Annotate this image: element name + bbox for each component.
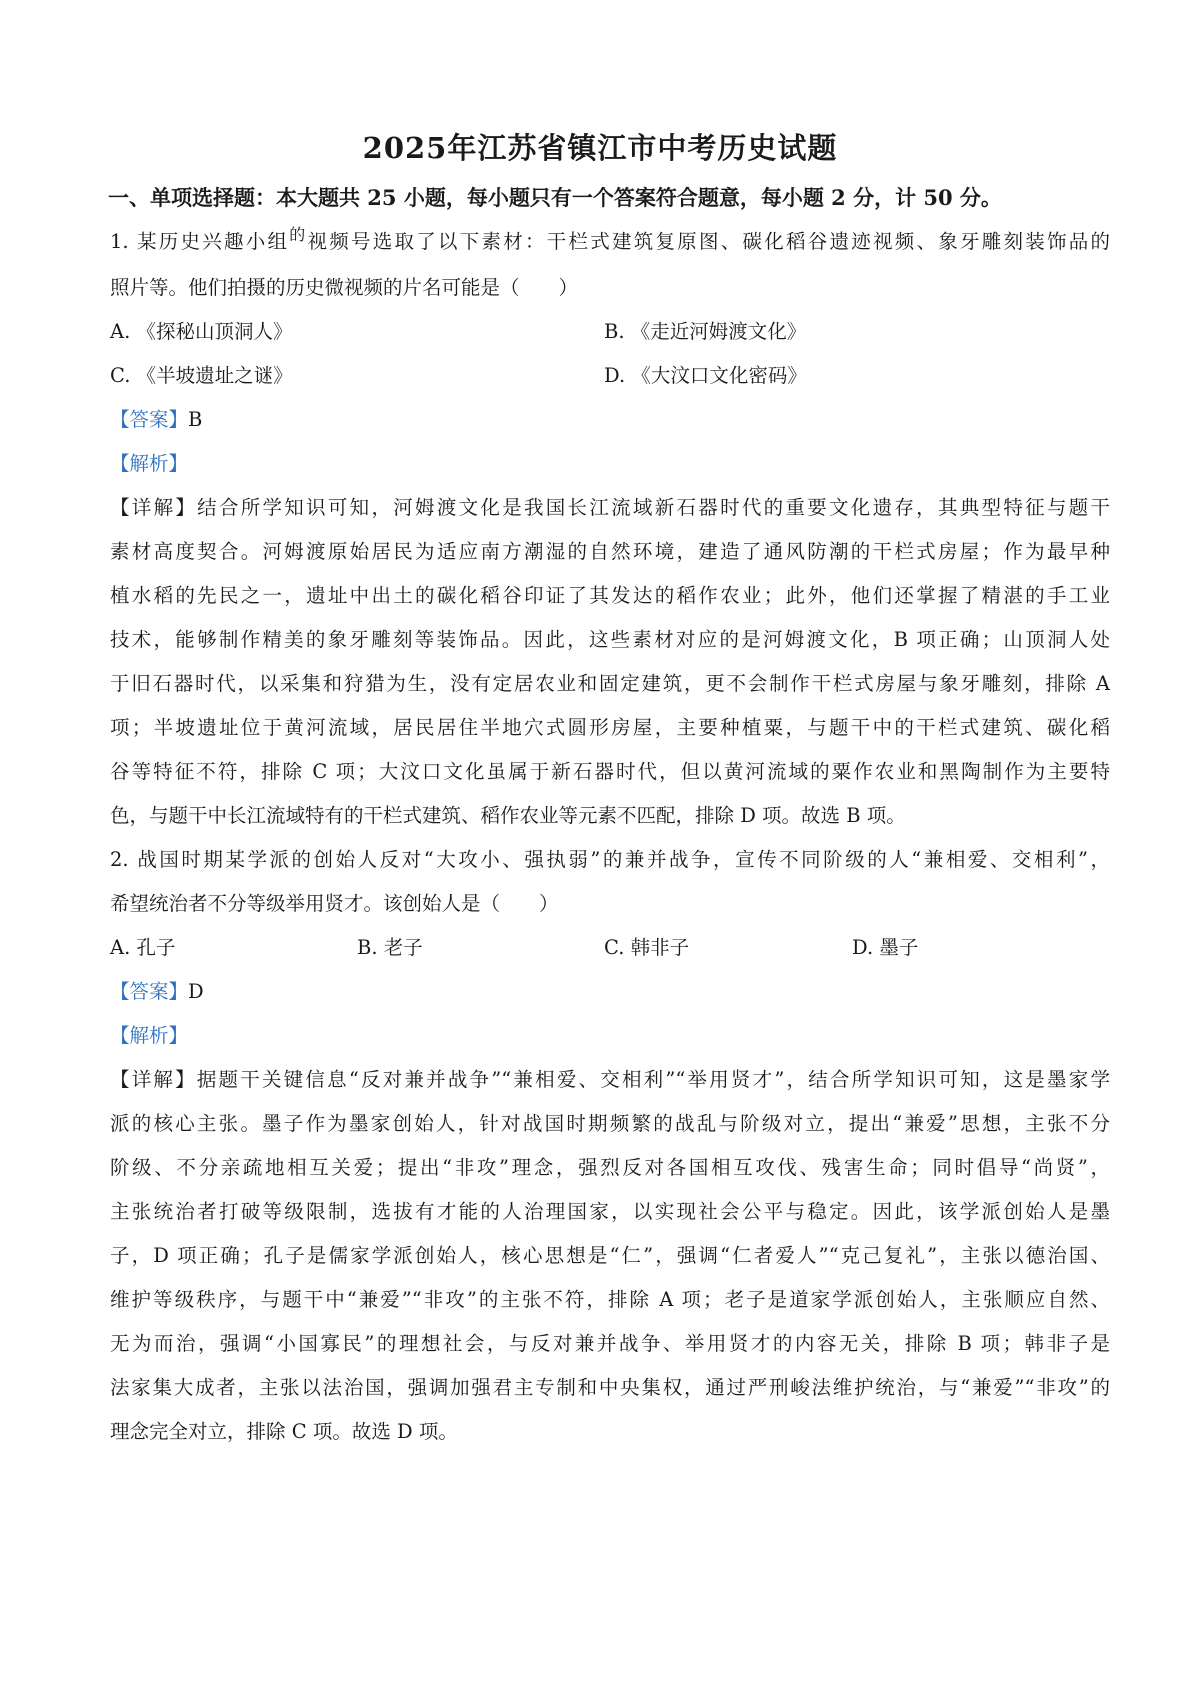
q1-answer-line	[110, 404, 1110, 432]
q1-detail-line-2: 素材高度契合。河姆渡原始居民为适应南方潮湿的自然环境，建造了通风防潮的干栏式房屋；作为最早种	[110, 540, 1110, 563]
q2-detail-line-3: 阶级、不分亲疏地相互关爱；提出“非攻”理念，强烈反对各国相互攻伐、残害生命；同时倡导“尚贤”，	[110, 1156, 1110, 1179]
q1-option-a: A. 《探秘山顶洞人》	[110, 320, 293, 343]
q2-detail-line-7: 无为而治，强调“小国寡民”的理想社会，与反对兼并战争、举用贤才的内容无关，排除 B 项；韩非子是	[110, 1332, 1110, 1355]
q1-stem-start: 1. 某历史兴趣小组	[110, 230, 290, 253]
page-title: 2025年江苏省镇江市中考历史试题	[362, 131, 838, 165]
answer-label: 【答案】	[110, 408, 189, 431]
q1-detail-line-5: 于旧石器时代，以采集和狩猎为生，没有定居农业和固定建筑，更不会制作干栏式房屋与象牙雕刻，排除 A	[110, 672, 1110, 695]
q1-option-b: B. 《走近河姆渡文化》	[604, 320, 807, 343]
q2-option-b: B. 老子	[357, 936, 423, 959]
section-heading: 一、单项选择题：本大题共 25 小题，每小题只有一个答案符合题意，每小题 2 分，计 50 分。	[108, 185, 1002, 210]
q1-answer-value: B	[188, 408, 203, 431]
q2-detail-line-6: 维护等级秩序，与题干中“兼爱”“非攻”的主张不符，排除 A 项；老子是道家学派创始人，主张顺应自然、	[110, 1288, 1110, 1311]
q1-stem-line-1	[110, 226, 1110, 254]
q2-answer-value: D	[188, 980, 204, 1003]
q2-stem-line-1: 2. 战国时期某学派的创始人反对“大攻小、强执弱”的兼并战争，宣传不同阶级的人“兼相爱、交相利”，	[110, 848, 1110, 871]
q2-detail-text: 据题干关键信息“反对兼并战争”“兼相爱、交相利”“举用贤才”，结合所学知识可知，这是墨家学	[196, 1068, 1110, 1091]
q1-option-d: D. 《大汶口文化密码》	[604, 364, 807, 387]
answer-label: 【答案】	[110, 980, 189, 1003]
q1-stem-line-2: 照片等。他们拍摄的历史微视频的片名可能是（ ）	[110, 276, 579, 299]
q2-detail-line-4: 主张统治者打破等级限制，选拔有才能的人治理国家，以实现社会公平与稳定。因此，该学派创始人是墨	[110, 1200, 1110, 1223]
q1-analysis-label: 【解析】	[110, 452, 189, 475]
q1-detail-line-7: 谷等特征不符，排除 C 项；大汶口文化虽属于新石器时代，但以黄河流域的粟作农业和黑陶制作为主要特	[110, 760, 1110, 783]
detail-label: 【详解】	[110, 1068, 197, 1091]
q2-detail-line-1	[110, 1064, 1110, 1092]
q1-detail-line-6: 项；半坡遗址位于黄河流域，居民居住半地穴式圆形房屋，主要种植粟，与题干中的干栏式建筑、碳化稻	[110, 716, 1110, 739]
q1-detail-text: 结合所学知识可知，河姆渡文化是我国长江流域新石器时代的重要文化遗存，其典型特征与题干	[197, 496, 1110, 519]
q1-detail-line-8: 色，与题干中长江流域特有的干栏式建筑、稻作农业等元素不匹配，排除 D 项。故选 B 项。	[110, 804, 906, 827]
q2-option-c: C. 韩非子	[604, 936, 690, 959]
q2-answer-line	[110, 976, 1110, 1004]
q1-stem-rest: 视频号选取了以下素材：干栏式建筑复原图、碳化稻谷遗迹视频、象牙雕刻装饰品的	[307, 230, 1110, 253]
q1-stem-sup: 的	[289, 225, 308, 244]
q1-detail-line-4: 技术，能够制作精美的象牙雕刻等装饰品。因此，这些素材对应的是河姆渡文化，B 项正确；山顶洞人处	[110, 628, 1110, 651]
q2-detail-line-9: 理念完全对立，排除 C 项。故选 D 项。	[110, 1420, 458, 1443]
detail-label: 【详解】	[110, 496, 198, 519]
q1-option-c: C. 《半坡遗址之谜》	[110, 364, 293, 387]
q2-analysis-label: 【解析】	[110, 1024, 189, 1047]
q2-detail-line-8: 法家集大成者，主张以法治国，强调加强君主专制和中央集权，通过严刑峻法维护统治，与“兼爱”“非攻”的	[110, 1376, 1110, 1399]
q2-option-d: D. 墨子	[852, 936, 919, 959]
q2-detail-line-5: 子，D 项正确；孔子是儒家学派创始人，核心思想是“仁”，强调“仁者爱人”“克己复礼”，主张以德治国、	[110, 1244, 1110, 1267]
q2-stem-line-2: 希望统治者不分等级举用贤才。该创始人是（ ）	[110, 892, 559, 915]
q2-detail-line-2: 派的核心主张。墨子作为墨家创始人，针对战国时期频繁的战乱与阶级对立，提出“兼爱”思想，主张不分	[110, 1112, 1110, 1135]
q1-detail-line-3: 植水稻的先民之一，遗址中出土的碳化稻谷印证了其发达的稻作农业；此外，他们还掌握了精湛的手工业	[110, 584, 1110, 607]
q1-detail-line-1	[110, 492, 1110, 520]
q2-option-a: A. 孔子	[110, 936, 176, 959]
